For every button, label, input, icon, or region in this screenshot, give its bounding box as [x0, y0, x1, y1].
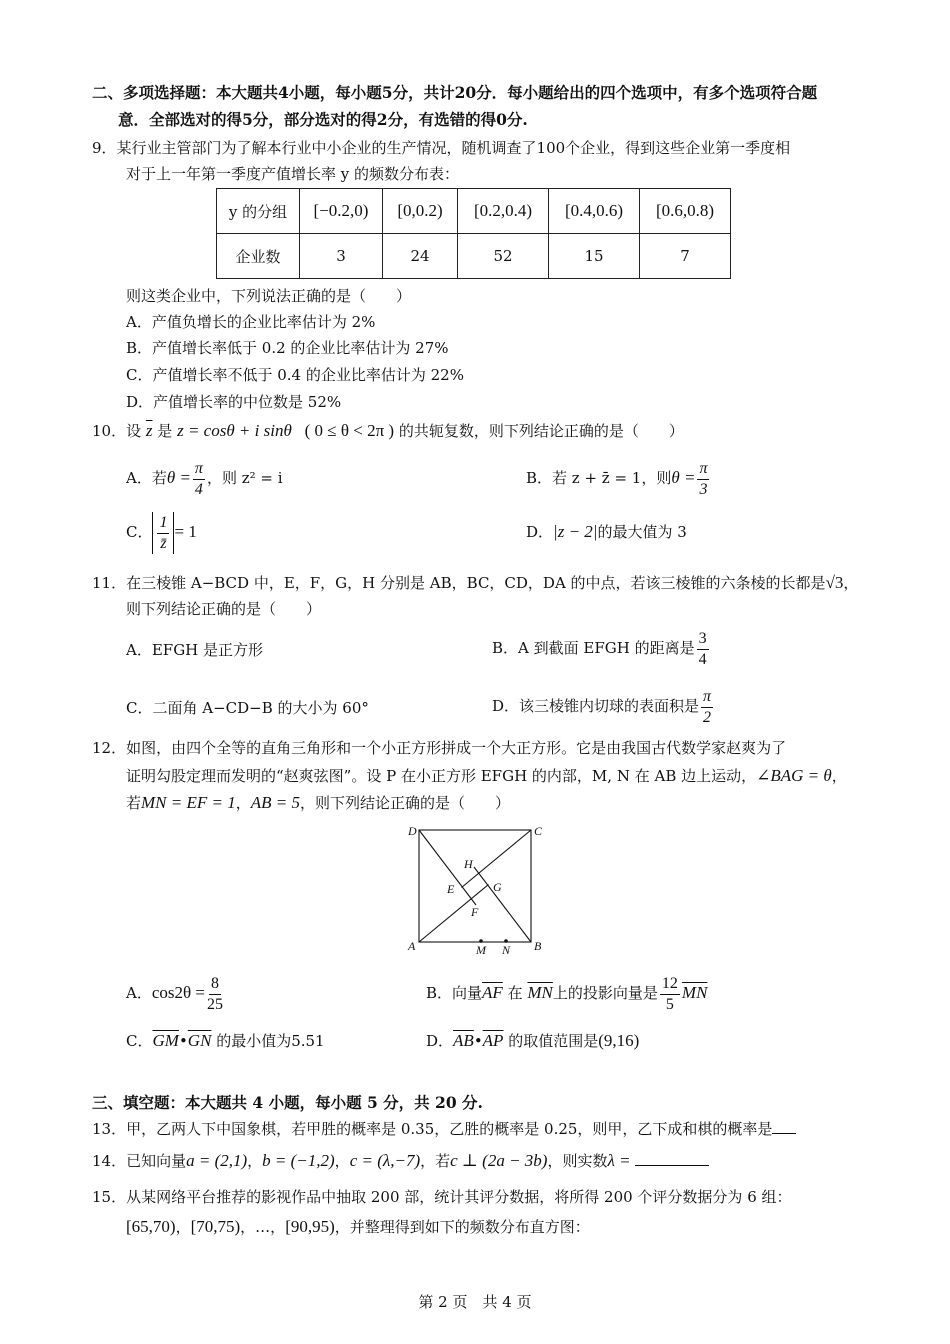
fraction-denominator: 2 — [703, 708, 712, 726]
q10-stem — [92, 420, 684, 442]
q15-interval-1: [65,70) — [126, 1217, 176, 1236]
q11-stem1-text: 11．在三棱锥 A−BCD 中，E，F，G，H 分别是 AB，BC，CD，DA 的中点，若该三棱锥的六条棱的长都是 — [92, 574, 826, 592]
q9-stem-line1: 9．某行业主管部门为了解本行业中小企业的生产情况，随机调查了100个企业，得到这些企业第一季度相 — [92, 139, 791, 157]
table-count-cell: 3 — [300, 234, 383, 279]
q12-stem3-e: ，则下列结论正确的是（ ） — [300, 794, 511, 812]
vector-gn: $\overline{GN}$ — [187, 1031, 212, 1050]
q10-c-abs — [152, 512, 174, 554]
label-n: N — [502, 943, 511, 957]
q12-c-label: C． — [126, 1032, 153, 1050]
q12-stem3-c: ， — [235, 794, 251, 812]
q12-stem-line1: 12．如图，由四个全等的直角三角形和一个小正方形拼成一个大正方形。它是由我国古代数学家赵爽为了 — [92, 739, 787, 757]
frequency-table — [216, 188, 731, 279]
q10-b-label: B．若 z + z̄ = 1，则 — [526, 469, 672, 487]
fraction-numerator: 3 — [697, 629, 709, 650]
q15-interval-2: [70,75) — [190, 1217, 241, 1236]
section2-heading-line1: 二、多项选择题：本大题共4小题，每小题5分，共计20分．每小题给出的四个选项中，有多个选项符合题 — [92, 83, 818, 102]
q12-stem2-text: 证明勾股定理而发明的“赵爽弦图”。设 P 在小正方形 EFGH 的内部，M, N 在 AB 边上运动， — [126, 767, 757, 785]
zhao-shuang-diagram — [400, 822, 550, 957]
q10-b-theta: θ = — [671, 468, 696, 487]
q9-option-c: C．产值增长率不低于 0.4 的企业比率估计为 22% — [126, 366, 464, 384]
q14-text: ，若 — [420, 1152, 451, 1170]
table-count-cell: 7 — [640, 234, 731, 279]
q12-option-a — [126, 973, 225, 1015]
dot-operator: • — [178, 1032, 188, 1050]
q12-option-c — [126, 1030, 325, 1052]
page-footer: 第 2 页 共 4 页 — [418, 1293, 532, 1311]
q10-stem-c: 的共轭复数，则下列结论正确的是（ ） — [398, 422, 684, 440]
table-group-cell: [0.2,0.4) — [458, 189, 549, 234]
vector-af: $\overline{AF}$ — [482, 983, 503, 1002]
q15-interval-3: [90,95) — [285, 1217, 335, 1236]
outer-square — [419, 830, 531, 942]
q12-b-label: B．向量 — [426, 984, 483, 1002]
q15-comma: ， — [175, 1218, 191, 1236]
q10-a-rest: ，则 z² = i — [206, 469, 283, 487]
q12-c-text: 的最小值为5.51 — [216, 1032, 325, 1050]
q10-zbar: $\overline{z}$ — [145, 421, 153, 440]
fraction-numerator: π — [697, 459, 709, 480]
q14-stem — [92, 1150, 709, 1172]
line-b-to-h — [474, 867, 531, 942]
fraction-numerator: π — [701, 687, 713, 708]
table-count-cell: 24 — [383, 234, 458, 279]
q10-stem-a: 10．设 — [92, 422, 142, 440]
q11-b-text: B．A 到截面 EFGH 的距离是 — [492, 639, 695, 657]
q12-option-b — [426, 973, 707, 1015]
label-e: E — [447, 882, 455, 896]
vector-ab: $\overline{AB}$ — [453, 1031, 474, 1050]
label-a: A — [408, 939, 416, 953]
fraction-denominator: 25 — [207, 995, 223, 1013]
q12-stem3-a: 若 — [126, 794, 142, 812]
q12-d-interval: (9,16) — [598, 1031, 640, 1050]
q9-option-d: D．产值增长率的中位数是 52% — [126, 393, 342, 411]
label-g: G — [493, 880, 502, 894]
q13-stem — [92, 1118, 796, 1140]
table-row-label: 企业数 — [217, 234, 300, 279]
q12-mn-ef: MN = EF = 1 — [141, 793, 236, 812]
q11-stem-line2: 则下列结论正确的是（ ） — [126, 600, 322, 618]
q12-d-text: 的取值范围是 — [508, 1032, 599, 1050]
vector-ap: $\overline{AP}$ — [482, 1031, 504, 1050]
table-count-cell: 15 — [549, 234, 640, 279]
q9-stem-line2: 对于上一年第一季度产值增长率 y 的频数分布表： — [126, 165, 460, 183]
q12-option-d — [426, 1030, 639, 1052]
q14-sep: ， — [334, 1152, 350, 1170]
q15-stem2-end: ，并整理得到如下的频数分布直方图： — [334, 1218, 590, 1236]
q15-ellipsis: ，…， — [240, 1218, 286, 1236]
table-header-label: y 的分组 — [217, 189, 300, 234]
q11-stem1-end: ， — [843, 574, 859, 592]
fraction-denominator: 5 — [665, 995, 674, 1013]
fraction-denominator: 3 — [699, 480, 708, 498]
table-row — [217, 189, 731, 234]
table-count-cell: 52 — [458, 234, 549, 279]
q10-expr: z = cosθ + i sinθ — [177, 421, 292, 440]
label-m: M — [476, 943, 486, 957]
label-c: C — [534, 824, 543, 838]
q11-d-fraction — [701, 687, 713, 728]
q10-option-b — [526, 458, 711, 500]
vector-a: a = (2,1) — [186, 1151, 248, 1170]
q15-stem-line1: 15．从某网络平台推荐的影视作品中抽取 200 部，统计其评分数据，将所得 200 个评分数据分为 6 组： — [92, 1188, 792, 1206]
q10-option-a — [126, 458, 283, 500]
q11-option-b — [492, 628, 711, 670]
answer-blank[interactable] — [772, 1133, 796, 1134]
q9-ask: 则这类企业中，下列说法正确的是（ ） — [126, 287, 412, 305]
label-b: B — [534, 939, 542, 953]
q12-stem-line3 — [126, 792, 510, 814]
q12-stem-line2 — [126, 765, 847, 787]
q12-d-label: D． — [426, 1032, 454, 1050]
q15-stem-line2 — [126, 1216, 590, 1238]
table-group-cell: [0,0.2) — [383, 189, 458, 234]
table-group-cell: [0.6,0.8) — [640, 189, 731, 234]
q10-d-expr: |z − 2| — [553, 522, 598, 541]
q11-sqrt: √3 — [825, 573, 844, 592]
q12-b-fraction — [660, 974, 680, 1015]
q12-stem2-end: ， — [831, 767, 847, 785]
q12-angle: ∠BAG = θ — [756, 766, 832, 785]
vector-b: b = (−1,2) — [262, 1151, 335, 1170]
label-d: D — [408, 824, 417, 838]
vector-mn: $\overline{MN}$ — [681, 983, 708, 1002]
q9-option-b: B．产值增长率低于 0.2 的企业比率估计为 27% — [126, 339, 449, 357]
q14-end: ，则实数 — [547, 1152, 608, 1170]
q10-b-fraction — [697, 459, 709, 500]
q11-stem-line1 — [92, 572, 858, 594]
q10-range: ( 0 ≤ θ < 2π ) — [304, 421, 395, 440]
q12-b-text: 上的投影向量是 — [552, 984, 658, 1002]
q13-text: 13．甲，乙两人下中国象棋，若甲胜的概率是 0.35，乙胜的概率是 0.25，则甲，乙下成和棋的概率是 — [92, 1120, 773, 1138]
vector-c: c = (λ,−7) — [349, 1151, 421, 1170]
q10-a-fraction — [193, 459, 205, 500]
q11-option-a: A．EFGH 是正方形 — [126, 641, 264, 659]
fraction-numerator: 8 — [209, 974, 221, 995]
q10-option-d — [526, 521, 687, 543]
answer-blank[interactable] — [635, 1165, 709, 1166]
q10-option-c — [126, 512, 197, 554]
table-row — [217, 234, 731, 279]
q12-a-fraction — [207, 974, 223, 1015]
label-f: F — [471, 905, 479, 919]
q10-stem-b: 是 — [157, 422, 173, 440]
table-group-cell: [−0.2,0) — [300, 189, 383, 234]
q12-a-label: A． — [126, 984, 152, 1002]
table-group-cell: [0.4,0.6) — [549, 189, 640, 234]
q14-condition: c ⊥ (2a − 3b) — [450, 1151, 548, 1170]
q10-c-label: C． — [126, 523, 153, 541]
q9-option-a: A．产值负增长的企业比率估计为 2% — [126, 313, 376, 331]
q12-a-expr: cos2θ = — [151, 983, 205, 1002]
fraction-denominator: 4 — [698, 650, 707, 668]
q10-d-rest: 的最大值为 3 — [597, 523, 687, 541]
vector-mn: $\overline{MN}$ — [527, 983, 553, 1002]
q14-sep: ， — [247, 1152, 263, 1170]
q11-b-fraction — [697, 629, 709, 670]
q14-lambda: λ = — [607, 1151, 631, 1170]
vector-gm: $\overline{GM}$ — [152, 1031, 179, 1050]
fraction-numerator: 12 — [660, 974, 680, 995]
fraction-denominator: 4 — [194, 480, 203, 498]
label-h: H — [464, 857, 473, 871]
dot-operator: • — [473, 1032, 483, 1050]
section3-heading: 三、填空题：本大题共 4 小题，每小题 5 分，共 20 分. — [92, 1093, 483, 1112]
q12-ab: AB = 5 — [250, 793, 300, 812]
fraction-numerator: π — [193, 459, 205, 480]
q11-d-text: D．该三棱锥内切球的表面积是 — [492, 697, 700, 715]
q14-label: 14．已知向量 — [92, 1152, 187, 1170]
q10-d-label: D． — [526, 523, 554, 541]
q10-a-theta: θ = — [166, 468, 191, 487]
q12-b-mid: 在 — [507, 984, 523, 1002]
q11-option-d — [492, 686, 715, 728]
fraction-numerator: 1 — [157, 513, 169, 534]
q10-c-fraction — [157, 513, 169, 554]
q10-c-rest: = 1 — [174, 522, 197, 541]
q11-option-c: C．二面角 A−CD−B 的大小为 60° — [126, 699, 369, 717]
fraction-denominator: z̄ — [160, 534, 167, 552]
q10-a-label: A．若 — [126, 469, 167, 487]
section2-heading-line2: 意．全部选对的得5分，部分选对的得2分，有选错的得0分. — [118, 110, 528, 129]
